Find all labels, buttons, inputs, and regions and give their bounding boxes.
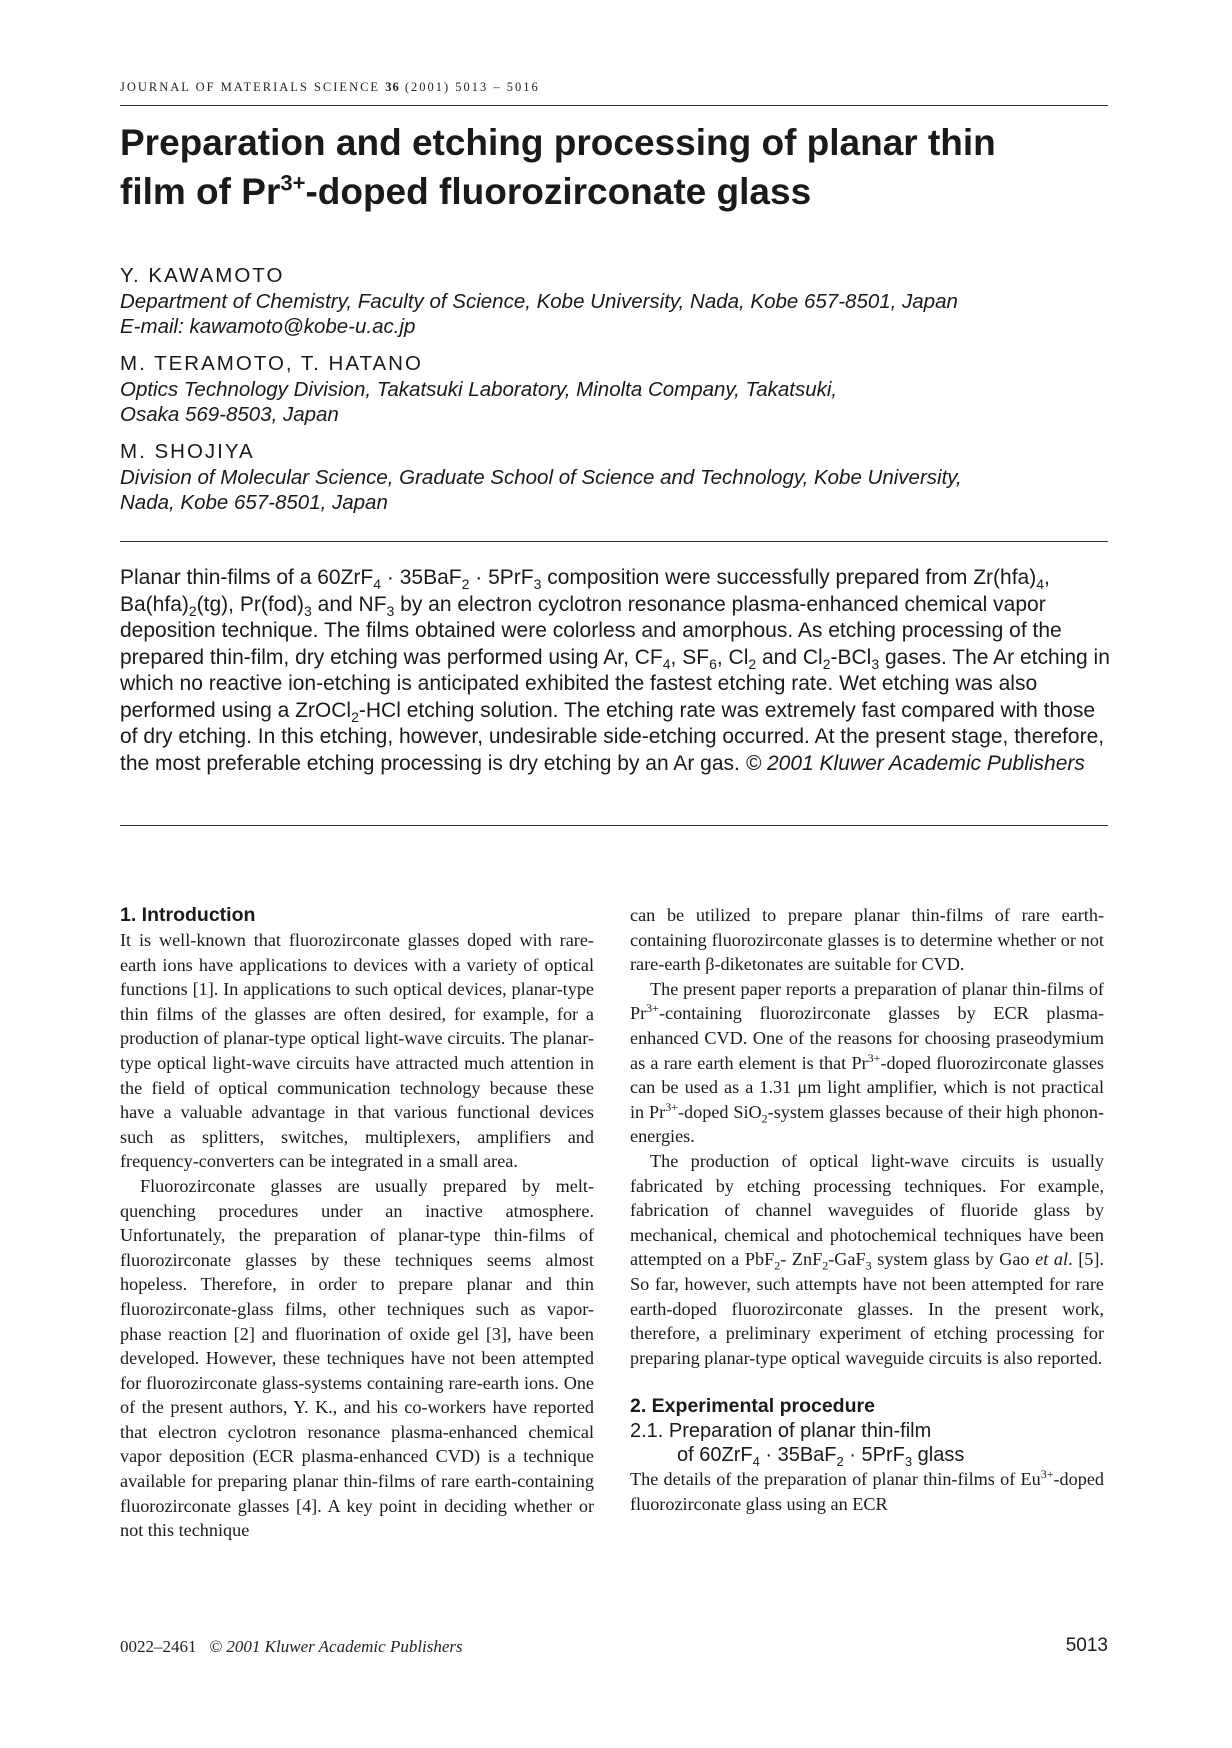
author-email: E-mail: kawamoto@kobe-u.ac.jp — [120, 315, 416, 338]
author-name: M. TERAMOTO, T. HATANO — [120, 352, 423, 375]
column-right — [630, 903, 1104, 1516]
author-affiliation: Division of Molecular Science, Graduate School of Science and Technology, Kobe University, — [120, 466, 962, 489]
author-name: M. SHOJIYA — [120, 440, 255, 463]
journal-volume: 36 — [385, 80, 400, 94]
author-list — [120, 262, 1110, 526]
intro-paragraph-3: can be utilized to prepare planar thin-films of rare earth-containing fluorozirconate glasses is to determine whether or not rare-earth β-diketonates are suitable for CVD. — [630, 905, 1104, 975]
page-number: 5013 — [1065, 1635, 1108, 1656]
subsection-heading: 2.1. Preparation of planar thin-film of 60ZrF$_4$ · 35BaF$_2$ · 5PrF$_3$ glass — [630, 1420, 965, 1470]
footer-issn: 0022–2461 © 2001 Kluwer Academic Publishers — [120, 1637, 463, 1656]
author-affiliation: Optics Technology Division, Takatsuki Laboratory, Minolta Company, Takatsuki, — [120, 378, 838, 401]
author-block — [120, 350, 1110, 427]
title-line-2-post: -doped fluorozirconate glass — [305, 171, 812, 212]
abstract-bottom-rule — [120, 825, 1108, 826]
author-block — [120, 262, 1110, 339]
title-line-1: Preparation and etching processing of planar thin — [120, 122, 996, 163]
author-affiliation: Osaka 569-8503, Japan — [120, 403, 339, 426]
author-affiliation: Nada, Kobe 657-8501, Japan — [120, 491, 388, 514]
title-superscript: 3+ — [280, 170, 306, 196]
intro-paragraph-1: It is well-known that fluorozirconate glasses doped with rare-earth ions have applications to devices with a variety of optical functions [1]. In applications to such optical devices, planar-type thin films of the glasses are often desired, for example, for a production of planar-type optical light-wave circuits. The planar-type optical light-wave circuits have attracted much attention in the field of optical communication technology because these have a valuable advantage in that various functional devices such as splitters, switches, multiplexers, amplifiers and frequency-converters can be integrated in a small area. — [120, 930, 594, 1172]
journal-name: JOURNAL OF MATERIALS SCIENCE — [120, 80, 381, 94]
section-spacer — [630, 1370, 1104, 1394]
article-title — [120, 118, 1110, 216]
section-heading-introduction: 1. Introduction — [120, 904, 256, 926]
abstract-copyright: © 2001 Kluwer Academic Publishers — [745, 751, 1085, 775]
running-head — [120, 80, 1108, 95]
column-left — [120, 903, 594, 1543]
abstract: Planar thin-films of a 60ZrF$_4$ · 35BaF$_2$ · 5PrF$_3$ composition were successfully prepared from $Zr(hfa)_4$, $Ba(hfa)_2(tg)$, $Pr(fod)_3$ and $NF_3$ by an electron cyclotron resonance plasma-enhanced chemical vapor deposition technique. The films obtained were colorless and amorphous. As etching processing of the prepared thin-film, dry etching was performed using Ar, $CF_4$, $SF_6$, $Cl_2$ and $Cl_2-BCl_3$ gases. The Ar etching in which no reactive ion-etching is anticipated exhibited the fastest etching rate. Wet etching was also performed using a ZrOCl$_2$-HCl etching solution. The etching rate was extremely fast compared with those of dry etching. In this etching, however, undesirable side-etching occurred. At the present stage, therefore, the most preferable etching processing is dry etching by an Ar gas. © 2001 Kluwer Academic Publishers — [120, 566, 1110, 775]
section-heading-experimental: 2. Experimental procedure — [630, 1395, 875, 1418]
experimental-paragraph-1: The details of the preparation of planar thin-films of $Eu^{3+}$-doped fluorozirconate glass using an ECR — [630, 1467, 1104, 1514]
journal-year-pages: (2001) 5013 – 5016 — [404, 80, 540, 94]
author-block — [120, 438, 1110, 515]
header-rule — [120, 105, 1108, 106]
intro-paragraph-5: The production of optical light-wave circuits is usually fabricated by etching processing techniques. For example, fabrication of channel waveguides of fluoride glass by mechanical, chemical and photochemical techniques have been attempted on a PbF$_2$- ZnF$_2$-GaF$_3$ system glass by Gao et al. [5]. So far, however, such attempts have not been attempted for rare earth-doped fluorozirconate glasses. In the present work, therefore, a preliminary experiment of etching processing for preparing planar-type optical waveguide circuits is also reported. — [630, 1150, 1104, 1368]
footer-copyright: © 2001 Kluwer Academic Publishers — [209, 1637, 463, 1656]
title-line-2-pre: film of Pr — [120, 171, 281, 212]
author-affiliation: Department of Chemistry, Faculty of Science, Kobe University, Nada, Kobe 657-8501, Japan — [120, 290, 958, 313]
intro-paragraph-2: Fluorozirconate glasses are usually prepared by melt-quenching procedures under an inactive atmosphere. Unfortunately, the preparation of planar-type thin-films of fluorozirconate glasses by these techniques seems almost hopeless. Therefore, in order to prepare planar and thin fluorozirconate-glass films, other techniques such as vapor-phase reaction [2] and fluorination of oxide gel [3], have been developed. However, these techniques have not been attempted for fluorozirconate glass-systems containing rare-earth ions. One of the present authors, Y. K., and his co-workers have reported that electron cyclotron resonance plasma-enhanced chemical vapor deposition (ECR plasma-enhanced CVD) is a technique available for preparing planar thin-films of rare earth-containing fluorozirconate glasses [4]. A key point in deciding whether or not this technique — [120, 1175, 594, 1541]
abstract-top-rule — [120, 541, 1108, 542]
intro-paragraph-4: The present paper reports a preparation of planar thin-films of $Pr^{3+}$-containing fluorozirconate glasses by ECR plasma-enhanced CVD. One of the reasons for choosing praseodymium as a rare earth element is that $Pr^{3+}$-doped fluorozirconate glasses can be used as a 1.31 μm light amplifier, which is not practical in $Pr^{3+}$-doped SiO$_2$-system glasses because of their high phonon-energies. — [630, 978, 1105, 1147]
author-name: Y. KAWAMOTO — [120, 264, 285, 287]
